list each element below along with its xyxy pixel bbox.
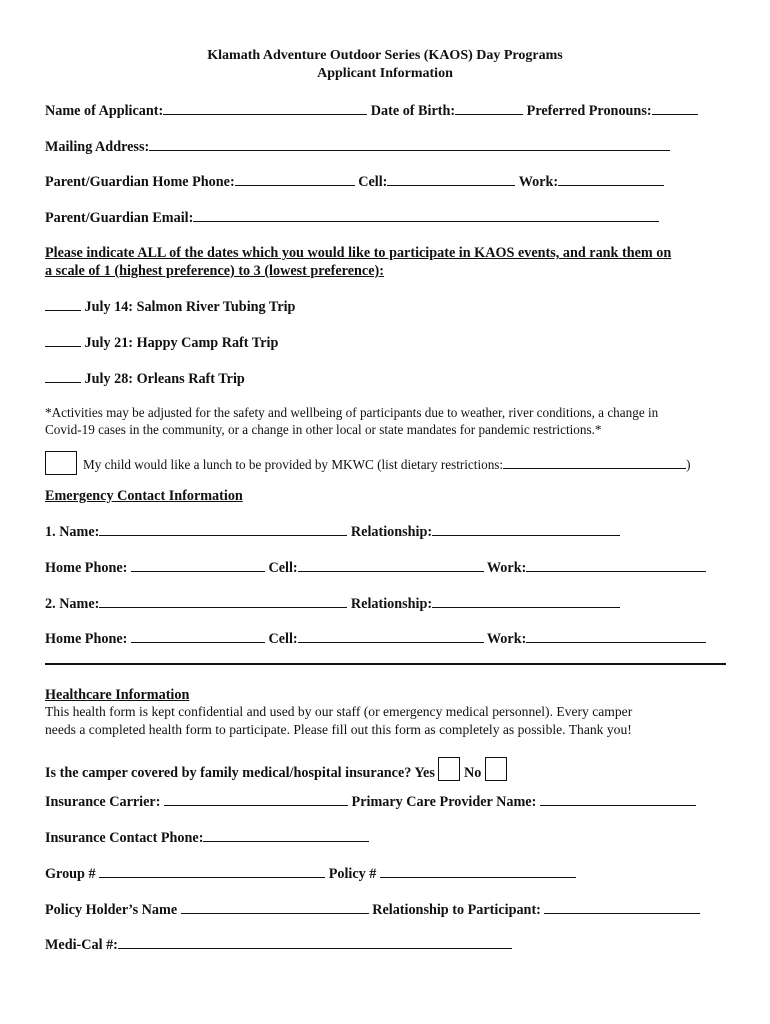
- insurance-carrier-row: [45, 792, 696, 811]
- contact1-cell-field[interactable]: [298, 558, 484, 572]
- insurance-carrier-field[interactable]: [164, 792, 348, 806]
- form-title: Klamath Adventure Outdoor Series (KAOS) Day Programs: [207, 48, 563, 63]
- lunch-label: My child would like a lunch to be provided by MKWC (list dietary restrictions:: [83, 457, 504, 472]
- policy-holder-field[interactable]: [181, 900, 369, 914]
- applicant-row: [45, 101, 698, 120]
- insurance-contact-phone-field[interactable]: [203, 828, 369, 842]
- mailing-address-field[interactable]: [149, 137, 670, 151]
- healthcare-body-line2: needs a completed health form to participate. Please fill out this form as completely as possible. Thank you!: [45, 722, 632, 737]
- event-label: July 21: Happy Camp Raft Trip: [84, 335, 279, 351]
- contact1-relationship-field[interactable]: [432, 522, 620, 536]
- contact1-relationship-label: Relationship:: [350, 524, 433, 540]
- form-subtitle: Applicant Information: [317, 66, 453, 81]
- insurance-no-label: No: [463, 765, 482, 781]
- dietary-restrictions-field[interactable]: [503, 455, 686, 469]
- contact1-work-field[interactable]: [526, 558, 706, 572]
- insurance-contact-phone-label: Insurance Contact Phone:: [45, 830, 204, 846]
- contact2-relationship-label: Relationship:: [350, 596, 433, 612]
- mailing-address-label: Mailing Address:: [45, 139, 150, 155]
- insurance-question-row: [45, 757, 507, 782]
- guardian-email-field[interactable]: [193, 208, 659, 222]
- event-label: July 28: Orleans Raft Trip: [84, 371, 245, 387]
- event-rank-field[interactable]: [45, 297, 81, 311]
- group-field[interactable]: [99, 864, 325, 878]
- contact2-cell-label: Cell:: [268, 631, 298, 647]
- insurance-question: Is the camper covered by family medical/hospital insurance? Yes: [45, 765, 435, 781]
- guardian-phone-row: [45, 172, 664, 191]
- medical-field[interactable]: [118, 935, 512, 949]
- applicant-name-field[interactable]: [163, 101, 367, 115]
- group-label: Group #: [45, 866, 96, 882]
- contact1-cell-label: Cell:: [268, 560, 298, 576]
- pronouns-field[interactable]: [652, 101, 698, 115]
- dates-instructions-line2: a scale of 1 (highest preference) to 3 (lowest preference):: [45, 263, 384, 279]
- participant-relationship-field[interactable]: [544, 900, 700, 914]
- guardian-home-phone-field[interactable]: [235, 172, 355, 186]
- contact2-work-label: Work:: [486, 631, 527, 647]
- contact2-work-field[interactable]: [526, 629, 706, 643]
- event-row: [45, 333, 278, 352]
- insurance-no-checkbox[interactable]: [485, 757, 507, 781]
- event-label: July 14: Salmon River Tubing Trip: [84, 299, 296, 315]
- healthcare-heading: Healthcare Information: [45, 687, 190, 703]
- guardian-cell-label: Cell:: [358, 174, 388, 190]
- policy-field[interactable]: [380, 864, 576, 878]
- emergency-heading: Emergency Contact Information: [45, 488, 243, 504]
- contact2-name-field[interactable]: [99, 594, 347, 608]
- pronouns-label: Preferred Pronouns:: [526, 103, 652, 119]
- emergency-contact2-phones: [45, 629, 706, 648]
- emergency-contact2-row: [45, 594, 620, 613]
- event-row: [45, 369, 245, 388]
- activities-note: [45, 404, 735, 438]
- section-divider: [45, 663, 726, 665]
- contact1-name-field[interactable]: [99, 522, 347, 536]
- medical-label: Medi-Cal #:: [45, 937, 118, 953]
- pcp-field[interactable]: [540, 792, 696, 806]
- lunch-close-paren: ): [686, 457, 691, 472]
- healthcare-body: [45, 703, 735, 739]
- policy-holder-label: Policy Holder’s Name: [45, 902, 178, 918]
- event-rank-field[interactable]: [45, 369, 81, 383]
- participant-relationship-label: Relationship to Participant:: [372, 902, 541, 918]
- contact2-relationship-field[interactable]: [432, 594, 620, 608]
- lunch-row: [45, 451, 691, 475]
- contact2-home-phone-field[interactable]: [131, 629, 265, 643]
- dates-instructions-line1: Please indicate ALL of the dates which you would like to participate in KAOS events, and rank them on: [45, 245, 672, 261]
- contact2-cell-field[interactable]: [298, 629, 484, 643]
- dob-field[interactable]: [455, 101, 523, 115]
- policy-label: Policy #: [328, 866, 377, 882]
- lunch-checkbox[interactable]: [45, 451, 77, 475]
- emergency-contact1-row: [45, 522, 620, 541]
- pcp-label: Primary Care Provider Name:: [351, 794, 537, 810]
- applicant-name-label: Name of Applicant:: [45, 103, 164, 119]
- contact1-work-label: Work:: [486, 560, 527, 576]
- contact2-home-phone-label: Home Phone:: [45, 631, 128, 647]
- insurance-contact-row: [45, 828, 369, 847]
- contact1-name-label: 1. Name:: [45, 524, 100, 540]
- guardian-email-row: [45, 208, 659, 227]
- guardian-cell-field[interactable]: [387, 172, 515, 186]
- address-row: [45, 137, 670, 156]
- event-rank-field[interactable]: [45, 333, 81, 347]
- contact1-home-phone-label: Home Phone:: [45, 560, 128, 576]
- policy-holder-row: [45, 900, 700, 919]
- activities-note-line2: Covid-19 cases in the community, or a change in other local or state mandates for pandemic restrictions.*: [45, 422, 602, 437]
- contact1-home-phone-field[interactable]: [131, 558, 265, 572]
- insurance-yes-checkbox[interactable]: [438, 757, 460, 781]
- guardian-email-label: Parent/Guardian Email:: [45, 210, 194, 226]
- emergency-contact1-phones: [45, 558, 706, 577]
- guardian-home-phone-label: Parent/Guardian Home Phone:: [45, 174, 235, 190]
- insurance-carrier-label: Insurance Carrier:: [45, 794, 161, 810]
- guardian-work-field[interactable]: [558, 172, 664, 186]
- contact2-name-label: 2. Name:: [45, 596, 100, 612]
- group-policy-row: [45, 864, 576, 883]
- activities-note-line1: *Activities may be adjusted for the safety and wellbeing of participants due to weather, river conditions, a change in: [45, 405, 659, 420]
- healthcare-body-line1: This health form is kept confidential and used by our staff (or emergency medical personnel). Every camper: [45, 704, 633, 719]
- medical-row: [45, 935, 512, 954]
- event-row: [45, 297, 295, 316]
- guardian-work-label: Work:: [518, 174, 559, 190]
- dob-label: Date of Birth:: [370, 103, 456, 119]
